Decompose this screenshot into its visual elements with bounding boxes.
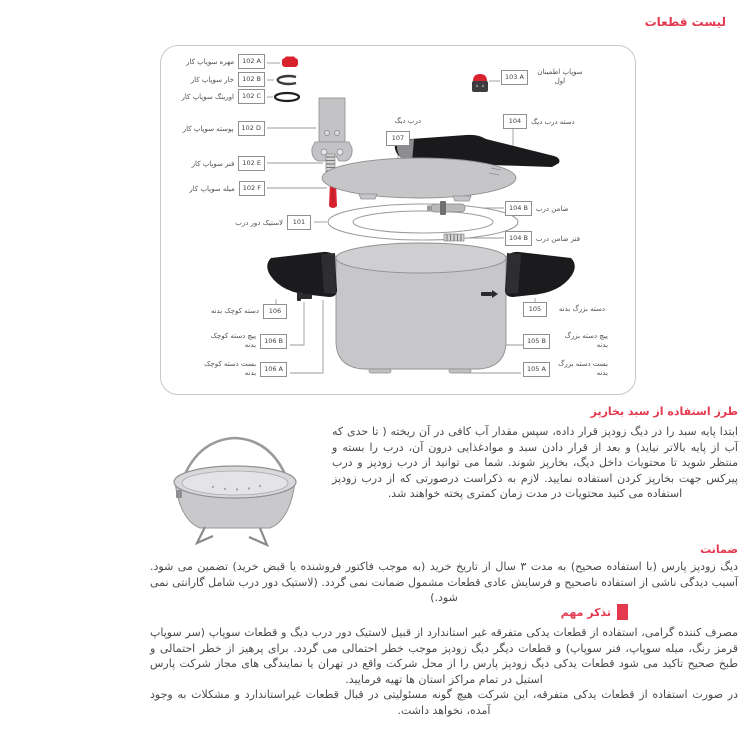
- pot-body-shape: [327, 243, 515, 373]
- lid-gasket-shape: [328, 204, 518, 240]
- part-label: فنر ضامن درب: [535, 234, 580, 243]
- part-row-106a: [202, 360, 287, 378]
- part-label: خار سوپاپ کار: [190, 75, 235, 84]
- part-label: میله سوپاپ کار: [189, 184, 235, 193]
- notice-paragraph-1: مصرف کننده گرامی، استفاده از قطعات یدکی متفرقه غیر استاندارد از قبیل لاستیک دور درب دیگ و قطعات سوپاپ (سر سوپاپ قرمز رنگ، میله سوپاپ، فنر سوپاپ) و قطعات دیگر دیگ زودپز موجب خطر احتمالی می گردد. برای پرهیز از خطر احتمالی و طبخ صحیح تاکید می شود قطعات یدکی دیگ زودپز پارس را از محل شرکت واقع در تهران یا نمایندگی های مجاز شرکت پارس استیل در تمام مراکز استان ها تهیه فرمایید.: [150, 626, 738, 686]
- part-label: مهره سوپاپ کار: [186, 57, 235, 66]
- notice-section: [150, 604, 738, 718]
- part-row-101: [235, 215, 311, 230]
- part-label: بست دسته بزرگ بدنه: [558, 360, 608, 377]
- part-row-102c: [182, 89, 266, 104]
- part-row-104b-latch: [505, 201, 568, 216]
- valve-nut-shape: [282, 57, 298, 68]
- steamer-paragraph: ابتدا پایه سبد را در دیگ زودپز قرار داده، سپس مقدار آب کافی در آن ریخته ( تا حدی که آب از پایه بالاتر نیاید) و بعد از قرار دادن سبد و موادغذایی درون آن، درب را بسته و منتظر شوید تا محتویات داخل دیگ، بخارپز شوند. شما می توانید از درب زودپز و درب پیرکس جهت بخارپز کردن استفاده نمایید. لازم به ذکراست درصورتی که از درب زودپز استفاده می کنید محتویات در مدت زمان کمتری پخته خواهند شد.: [332, 425, 738, 500]
- part-code-box: 106 B: [260, 334, 287, 349]
- part-row-102b: [191, 72, 265, 87]
- warranty-paragraph: دیگ زودپز پارس (با استفاده صحیح) به مدت ۳ سال از تاریخ خرید (به موجب فاکتور فروشنده یا قبض خرید) تضمین می شود. آسیب دیدگی ناشی از استفاده ناصحیح و فرسایش عادی قطعات مشمول ضمانت نمی گردد. (لاستیک دور درب شامل گارانتی نمی شود.): [150, 560, 739, 604]
- part-code-box: 104 B: [505, 231, 532, 246]
- part-row-102e: [192, 156, 265, 171]
- part-label: پیچ دسته کوچک بدنه: [210, 332, 257, 349]
- part-row-106: [205, 304, 287, 319]
- part-label: پیچ دسته بزرگ بدنه: [564, 332, 608, 349]
- page-title: لیست قطعات: [644, 15, 726, 29]
- parts-diagram: [160, 45, 636, 395]
- notice-paragraph-2: در صورت استفاده از قطعات یدکی متفرقه، این شرکت هیچ گونه مسئولیتی در قبال قطعات غیراستاندارد و مشکلات به وجود آمده، نخواهد داشت.: [150, 688, 738, 717]
- large-body-handle-shape: [505, 252, 575, 297]
- part-code-box: 102 E: [238, 156, 265, 171]
- latch-spring-shape: [444, 234, 464, 241]
- notice-heading: تذکر مهم: [560, 605, 611, 619]
- valve-oring-shape: [275, 93, 299, 101]
- part-code-box: 105 A: [523, 362, 550, 377]
- part-row-103a: [501, 68, 588, 86]
- part-code-box: 104: [503, 114, 527, 129]
- part-label: فنر سوپاپ کار: [191, 159, 235, 168]
- warranty-heading: ضمانت: [700, 543, 738, 556]
- part-code-box: 102 F: [239, 181, 265, 196]
- part-label: ضامن درب: [535, 204, 569, 213]
- part-code-box: 102 B: [238, 72, 265, 87]
- part-label: دسته کوچک بدنه: [210, 307, 259, 315]
- part-code-box: 101: [287, 215, 311, 230]
- part-code-box: 105: [523, 302, 547, 317]
- part-code-box-107: 107: [386, 131, 410, 146]
- steamer-section: [150, 405, 738, 551]
- part-row-106b: [202, 332, 287, 350]
- part-code-box: 105 B: [523, 334, 550, 349]
- warranty-section: [150, 543, 738, 606]
- part-label: لاستیک دور درب: [235, 218, 283, 227]
- part-row-105: [523, 302, 605, 317]
- valve-housing-shape: [312, 98, 352, 161]
- part-row-105b: [523, 332, 608, 350]
- part-row-102a: [186, 54, 265, 69]
- part-code-box: 102 A: [238, 54, 265, 69]
- part-label: بست دسته کوچک بدنه: [204, 360, 257, 377]
- part-row-102f: [189, 181, 265, 196]
- part-code-box: 106 A: [260, 362, 287, 377]
- part-code-box: 104 B: [505, 201, 532, 216]
- part-label: دسته درب دیگ: [531, 117, 575, 126]
- part-label-107: درب دیگ: [394, 117, 421, 125]
- part-row-104b-spring: [505, 231, 580, 246]
- steamer-heading: طرز استفاده از سبد بخارپز: [590, 405, 738, 418]
- part-row-102d: [183, 121, 265, 136]
- part-code-box: 102 C: [238, 89, 265, 104]
- part-code-box: 106: [263, 304, 287, 319]
- small-body-handle-shape: [267, 252, 337, 297]
- part-label: پوسته سوپاپ کار: [182, 124, 234, 133]
- steamer-basket-image: [150, 424, 315, 551]
- part-label: دسته بزرگ بدنه: [558, 305, 605, 313]
- safety-valve-shape: [472, 74, 488, 92]
- part-row-105a: [523, 360, 608, 378]
- notice-heading-row: [150, 604, 628, 620]
- part-label: سوپاپ اطمینان اول: [537, 68, 583, 85]
- part-label: اورینگ سوپاپ کار: [181, 92, 234, 101]
- pot-lid-shape: [322, 158, 516, 201]
- valve-clip-shape: [278, 76, 296, 84]
- notice-marker-square: [617, 604, 628, 620]
- part-row-104: [503, 114, 575, 129]
- part-code-box: 103 A: [501, 70, 528, 85]
- part-code-box: 102 D: [238, 121, 265, 136]
